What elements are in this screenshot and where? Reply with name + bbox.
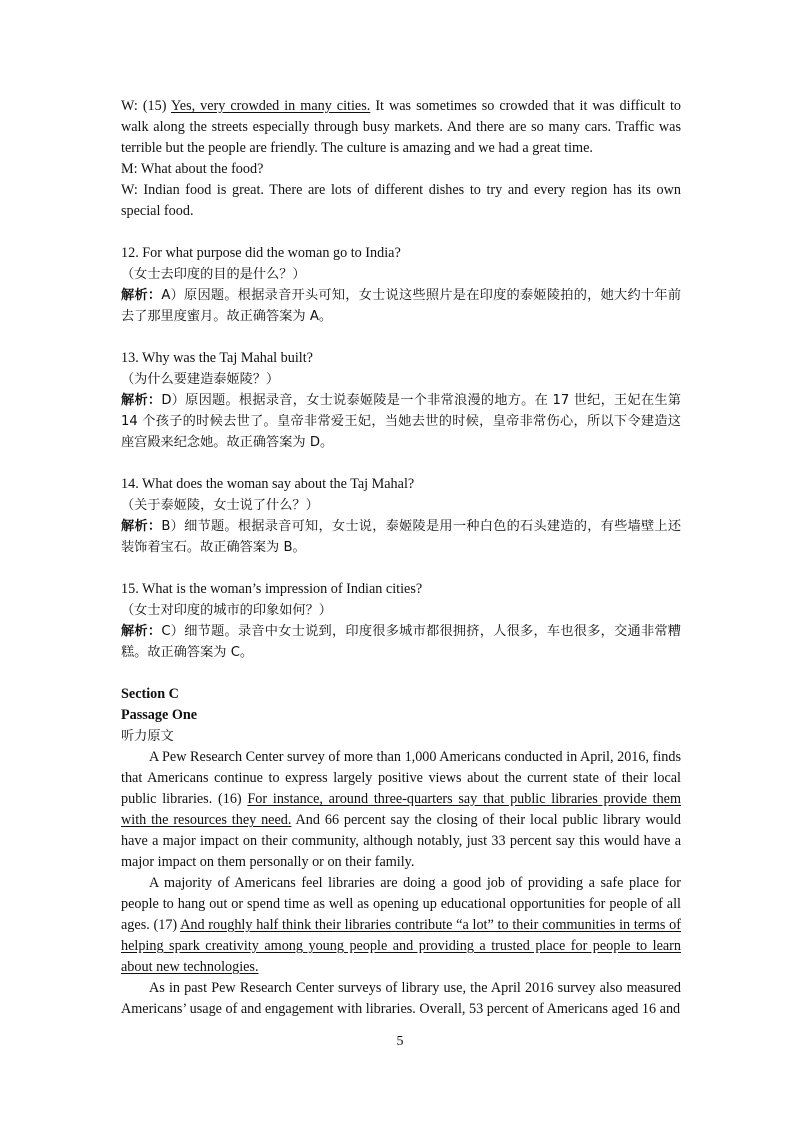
section-title: Section C xyxy=(121,686,179,702)
document-page xyxy=(121,96,681,1020)
answer-17-underlined: And roughly half think their libraries contribute “a lot” to their communities in terms of helping spark creativity among young people and providing a trusted place for people to learn about new technologies. xyxy=(121,917,681,975)
dialogue-w-food: W: Indian food is great. There are lots of different dishes to try and every region has its own special food. xyxy=(121,182,681,219)
question-text: 13. Why was the Taj Mahal built? xyxy=(121,350,313,366)
question-12 xyxy=(121,243,681,327)
question-13 xyxy=(121,348,681,453)
question-translation: （女士去印度的目的是什么？） xyxy=(121,267,306,282)
passage-paragraph-1: A Pew Research Center survey of more than 1,000 Americans conducted in April, 2016, finds that Americans continue to express largely positive views about the current state of their local public libraries. (16) For instance, around three-quarters say that public libraries provide them with the resources they need. And 66 percent say the closing of their local public library would have a major impact on their community, although notably, just 33 percent say this would have a major impact on them personally or on their family. xyxy=(121,749,682,870)
question-translation: （女士对印度的城市的印象如何？） xyxy=(121,603,332,618)
passage-title: Passage One xyxy=(121,707,198,723)
question-text: 12. For what purpose did the woman go to India? xyxy=(121,245,401,261)
question-15 xyxy=(121,579,681,663)
dialogue-m-food: M: What about the food? xyxy=(121,161,264,177)
answer-15-underlined: Yes, very crowded in many cities. xyxy=(170,98,371,114)
page-number: 5 xyxy=(396,1034,404,1049)
dialogue-w15: W: (15) Yes, very crowded in many cities. It was sometimes so crowded that it was difficult to walk along the streets especially through busy markets. And there are so many cars. Traffic was terrible but the people are friendly. The culture is amazing and we had a great time. xyxy=(121,98,681,156)
question-analysis: 解析：A）原因题。根据录音开头可知，女士说这些照片是在印度的泰姬陵拍的，她大约十年前去了那里度蜜月。故正确答案为 A。 xyxy=(121,288,681,324)
question-text: 15. What is the woman’s impression of Indian cities? xyxy=(121,581,423,597)
question-analysis: 解析：B）细节题。根据录音可知，女士说，泰姬陵是用一种白色的石头建造的，有些墙壁上还装饰着宝石。故正确答案为 B。 xyxy=(121,519,682,555)
answer-16-underlined: For instance, around three-quarters say that public libraries provide them with the resources they need. xyxy=(121,791,682,828)
section-subtitle: 听力原文 xyxy=(121,729,174,744)
question-translation: （为什么要建造泰姬陵？） xyxy=(121,372,280,387)
passage-paragraph-2: A majority of Americans feel libraries are doing a good job of providing a safe place for people to hang out or spend time as well as opening up educational opportunities for people of all ages. (17) And roughly half think their libraries contribute “a lot” to their communities in terms of helping spark creativity among young people and providing a trusted place for people to learn about new technologies. xyxy=(121,875,681,975)
question-14 xyxy=(121,474,681,558)
question-analysis: 解析：C）细节题。录音中女士说到，印度很多城市都很拥挤，人很多，车也很多，交通非常糟糕。故正确答案为 C。 xyxy=(121,624,681,660)
question-analysis: 解析：D）原因题。根据录音，女士说泰姬陵是一个非常浪漫的地方。在 17 世纪，王妃在生第 14 个孩子的时候去世了。皇帝非常爱王妃，当她去世的时候，皇帝非常伤心，所以下令建造这座宫殿来纪念她。故正确答案为 D。 xyxy=(121,393,681,450)
question-text: 14. What does the woman say about the Taj Mahal? xyxy=(121,476,415,492)
passage-paragraph-3: As in past Pew Research Center surveys of library use, the April 2016 survey also measured Americans’ usage of and engagement with libraries. Overall, 53 percent of Americans aged 16 and xyxy=(121,980,681,1017)
question-translation: （关于泰姬陵，女士说了什么？） xyxy=(121,498,319,513)
